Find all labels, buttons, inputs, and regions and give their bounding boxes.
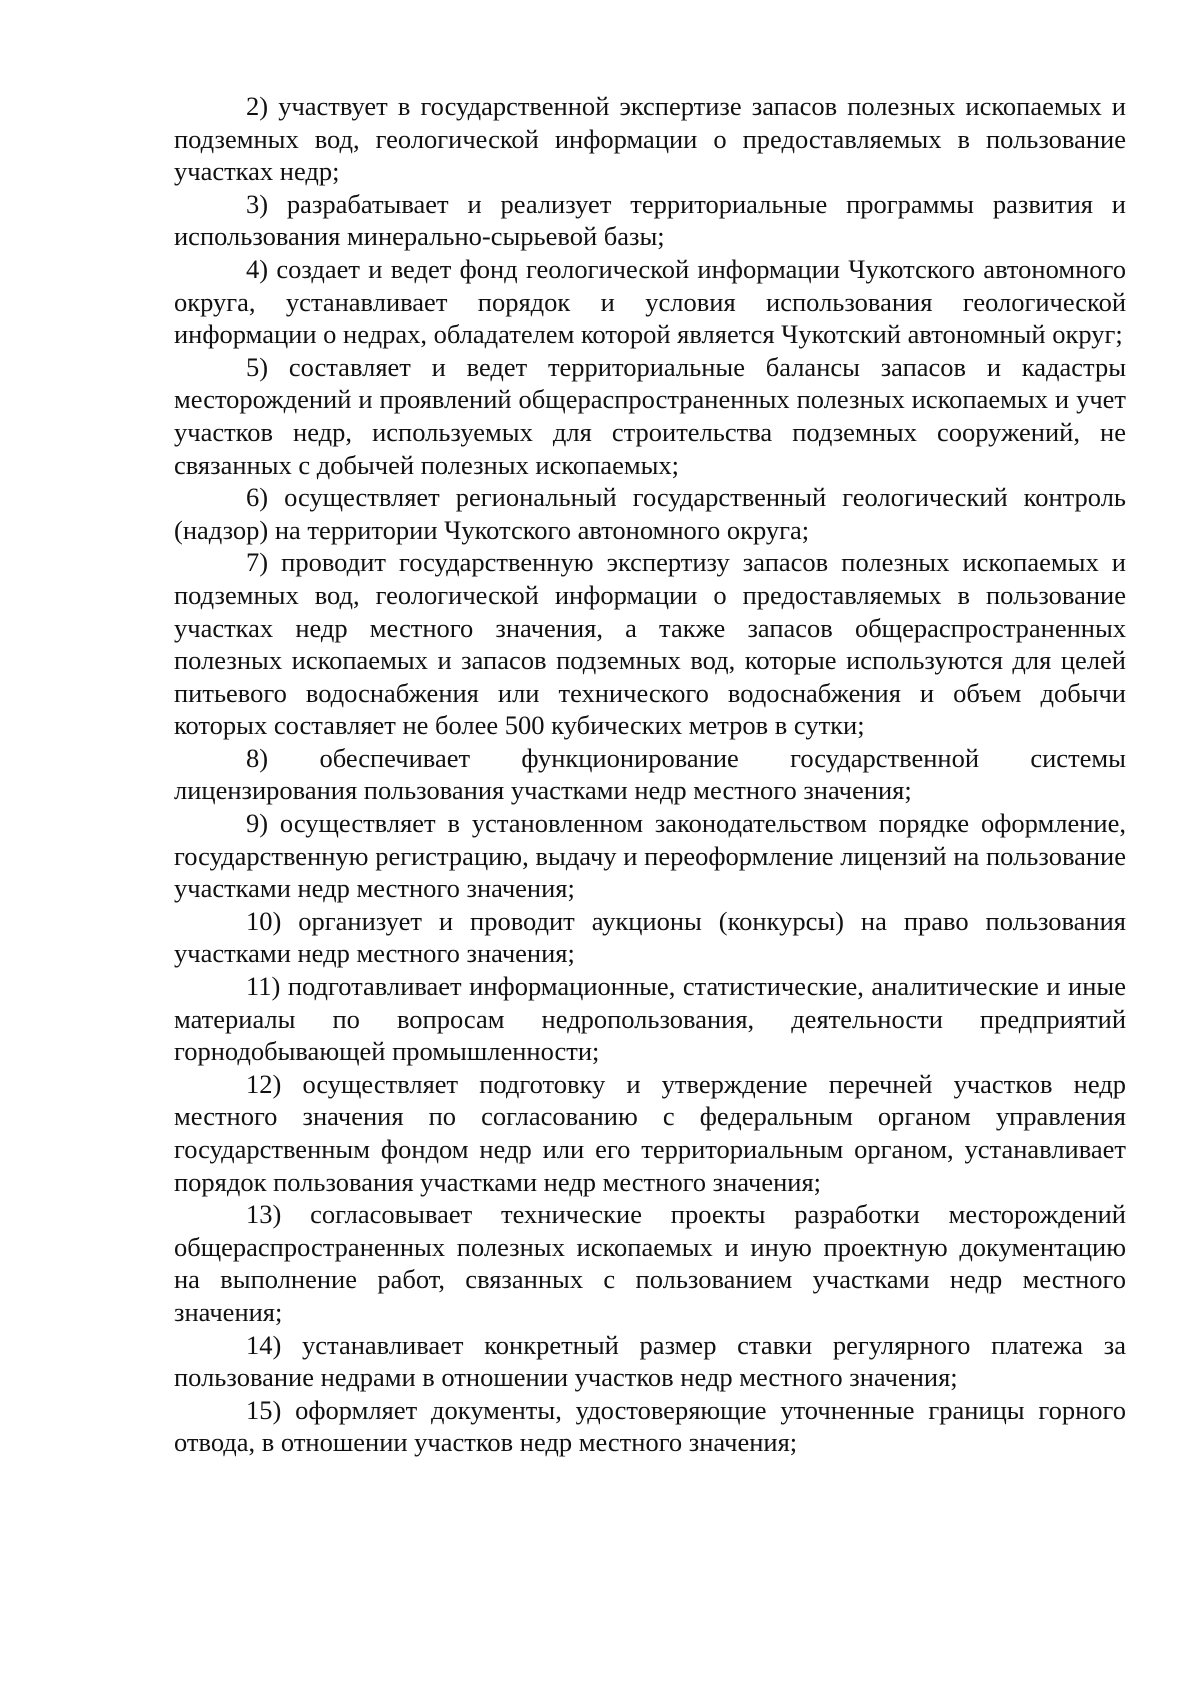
list-item-13: 13) согласовывает технические проекты разработки месторождений общераспространенных полезных ископаемых и иную проектную документацию на выполнение работ, связанных с пользованием участками недр местного значения; <box>174 1199 1126 1327</box>
list-item-7: 7) проводит государственную экспертизу запасов полезных ископаемых и подземных вод, геологической информации о предоставляемых в пользование участках недр местного значения, а также запасов общераспространенных полезных ископаемых и запасов подземных вод, которые используются для целей питьевого водоснабжения или технического водоснабжения и объем добычи которых составляет не более 500 кубических метров в сутки; <box>174 547 1126 741</box>
list-item-9: 9) осуществляет в установленном законодательством порядке оформление, государственную регистрацию, выдачу и переоформление лицензий на пользование участками недр местного значения; <box>174 808 1126 904</box>
list-item-3: 3) разрабатывает и реализует территориальные программы развития и использования минерально-сырьевой базы; <box>174 188 1126 252</box>
list-item-8: 8) обеспечивает функционирование государственной системы лицензирования пользования участками недр местного значения; <box>174 742 1126 806</box>
list-item-15: 15) оформляет документы, удостоверяющие уточненные границы горного отвода, в отношении участков недр местного значения; <box>174 1394 1126 1458</box>
list-item-4: 4) создает и ведет фонд геологической информации Чукотского автономного округа, устанавливает порядок и условия использования геологической информации о недрах, обладателем которой является Чукотский автономный округ; <box>174 253 1126 350</box>
list-item-2: 2) участвует в государственной экспертизе запасов полезных ископаемых и подземных вод, геологической информации о предоставляемых в пользование участках недр; <box>174 91 1126 187</box>
list-item-10: 10) организует и проводит аукционы (конкурсы) на право пользования участками недр местного значения; <box>174 905 1126 969</box>
list-item-5: 5) составляет и ведет территориальные балансы запасов и кадастры месторождений и проявлений общераспространенных полезных ископаемых и учет участков недр, используемых для строительства подземных сооружений, не связанных с добычей полезных ископаемых; <box>174 351 1126 480</box>
list-item-6: 6) осуществляет региональный государственный геологический контроль (надзор) на территории Чукотского автономного округа; <box>174 482 1126 545</box>
list-item-12: 12) осуществляет подготовку и утверждение перечней участков недр местного значения по согласованию с федеральным органом управления государственным фондом недр или его территориальным органом, устанавливает порядок пользования участками недр местного значения; <box>174 1068 1126 1197</box>
document-body <box>174 90 1126 1459</box>
list-item-11: 11) подготавливает информационные, статистические, аналитические и иные материалы по вопросам недропользования, деятельности предприятий горнодобывающей промышленности; <box>174 971 1126 1067</box>
list-item-14: 14) устанавливает конкретный размер ставки регулярного платежа за пользование недрами в отношении участков недр местного значения; <box>174 1329 1126 1393</box>
